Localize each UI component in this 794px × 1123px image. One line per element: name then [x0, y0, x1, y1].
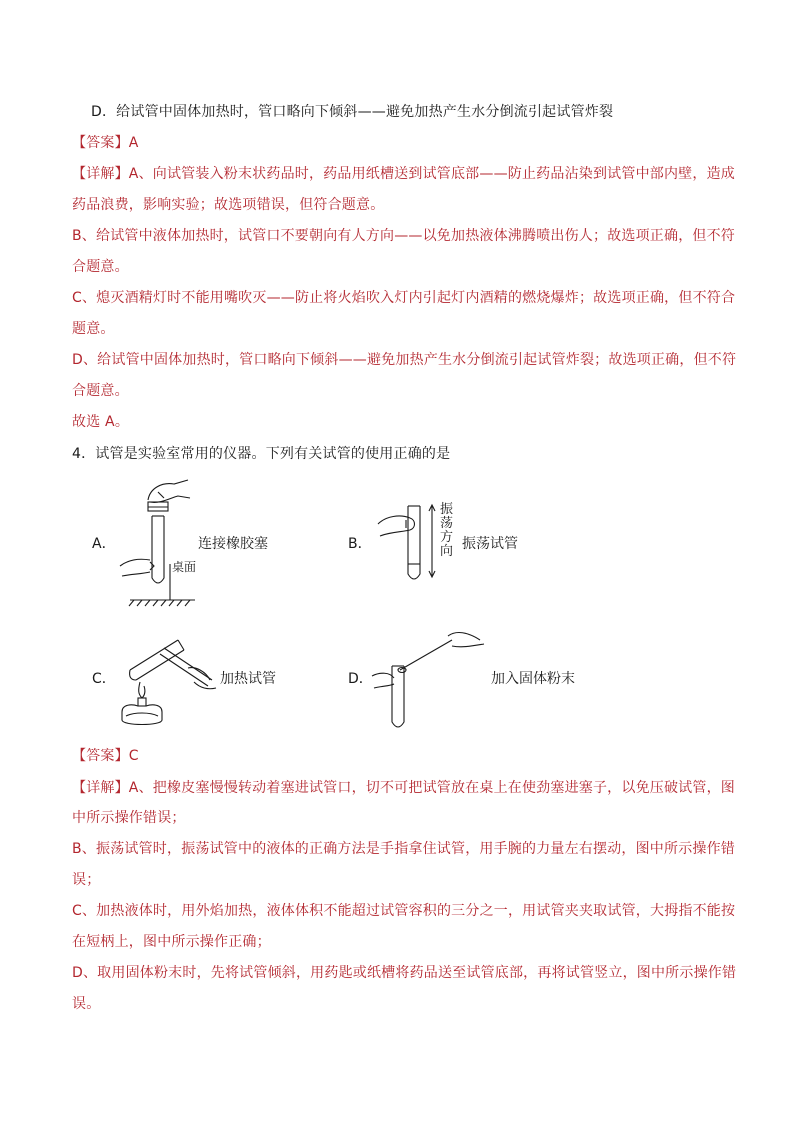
detail-line: 故选 A。 [72, 414, 130, 430]
figure-c-heating-diagram [108, 628, 218, 732]
detail-line: B、给试管中液体加热时，试管口不要朝向有人方向——以免加热液体沸腾喷出伤人；故选项正确，但不符 [72, 228, 736, 244]
arrow-char: 振 [440, 502, 454, 517]
detail-line: C、加热液体时，用外焰加热，液体体积不能超过试管容积的三分之一，用试管夹夹取试管，大拇指不能按 [72, 903, 736, 919]
detail-line: C、熄灭酒精灯时不能用嘴吹灭——防止将火焰吹入灯内引起灯内酒精的燃烧爆炸；故选项正确，但不符合 [72, 290, 736, 306]
option-a-letter: A． [92, 536, 116, 552]
option-a-caption: 连接橡胶塞 [198, 536, 268, 552]
answer-label: 【答案】A [72, 135, 139, 151]
option-d-letter: D． [348, 671, 373, 687]
detail-line: 【详解】A、把橡皮塞慢慢转动着塞进试管口，切不可把试管放在桌上在使劲塞进塞子，以免压破试管，图 [72, 780, 735, 796]
option-b-caption: 振荡试管 [462, 536, 518, 552]
answer-label: 【答案】C [72, 748, 139, 764]
detail-line: 误； [72, 872, 101, 888]
option-c-caption: 加热试管 [220, 671, 276, 687]
option-b-letter: B． [348, 536, 372, 552]
detail-line: 题意。 [72, 321, 115, 337]
question-stem: 4．试管是实验室常用的仪器。下列有关试管的使用正确的是 [72, 446, 451, 462]
desk-label: 桌面 [172, 560, 197, 574]
arrow-char: 方 [440, 530, 454, 545]
detail-line: D、取用固体粉末时，先将试管倾斜，用药匙或纸槽将药品送至试管底部，再将试管竖立，图中所示操作错 [72, 965, 737, 981]
option-d-caption: 加入固体粉末 [491, 671, 575, 687]
detail-line: 合题意。 [72, 259, 129, 275]
detail-line: 在短柄上，图中所示操作正确； [72, 934, 271, 950]
detail-line: 合题意。 [72, 383, 129, 399]
figure-d-powder-diagram [372, 626, 492, 736]
arrow-char: 荡 [440, 516, 454, 531]
option-d-text: D．给试管中固体加热时，管口略向下倾斜——避免加热产生水分倒流引起试管炸裂 [91, 104, 614, 120]
arrow-char: 向 [440, 544, 454, 559]
figure-b-shaking-diagram [376, 502, 436, 588]
detail-line: 【详解】A、向试管装入粉末状药品时，药品用纸槽送到试管底部——防止药品沾染到试管中部内壁，造成 [72, 166, 735, 182]
detail-line: 中所示操作错误； [72, 810, 186, 826]
detail-line: B、振荡试管时，振荡试管中的液体的正确方法是手指拿住试管，用手腕的力量左右摆动，图中所示操作错 [72, 841, 736, 857]
detail-line: 误。 [72, 996, 101, 1012]
detail-line: D、给试管中固体加热时，管口略向下倾斜——避免加热产生水分倒流引起试管炸裂；故选项正确，但不符 [72, 352, 737, 368]
detail-line: 药品浪费，影响实验；故选项错误，但符合题意。 [72, 197, 385, 213]
option-c-letter: C． [92, 671, 116, 687]
